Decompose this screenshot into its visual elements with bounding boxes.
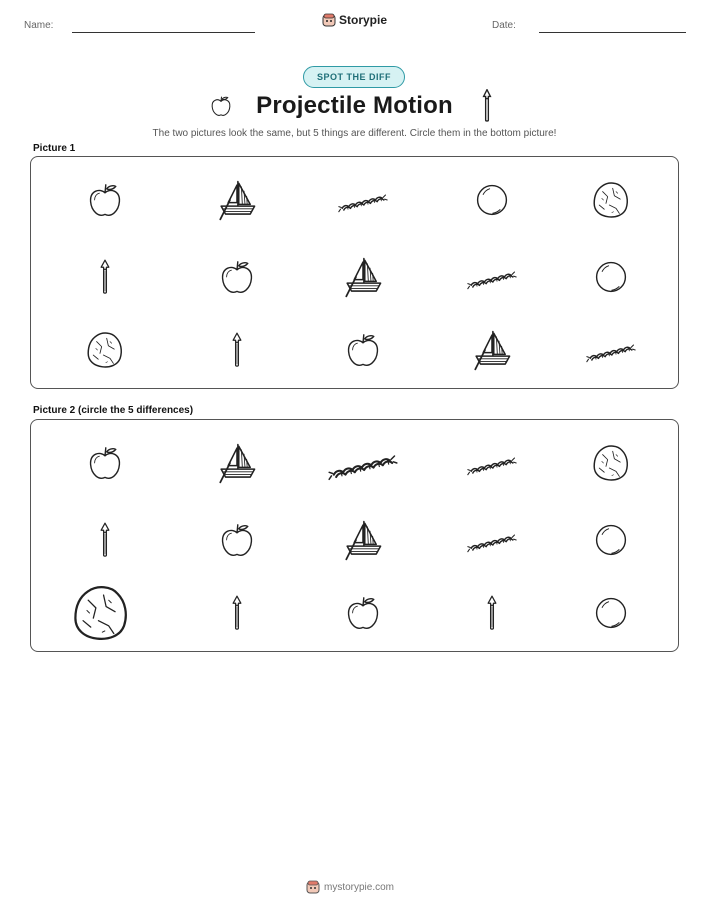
rope-icon	[586, 337, 636, 363]
picture-1-label: Picture 1	[33, 143, 76, 154]
sailboat-icon	[470, 328, 514, 372]
sailboat-icon	[341, 255, 385, 299]
ball-icon	[591, 257, 631, 297]
rock-icon[interactable]	[590, 441, 632, 485]
ball-icon[interactable]	[591, 520, 631, 560]
name-label: Name:	[24, 20, 54, 31]
sailboat-icon[interactable]	[341, 518, 385, 562]
apple-icon[interactable]	[85, 441, 125, 485]
footer-url[interactable]: mystorypie.com	[324, 881, 395, 893]
storypie-mascot-icon	[306, 880, 320, 894]
rock-icon[interactable]	[69, 581, 133, 645]
rope-icon	[338, 187, 388, 213]
storypie-mascot-icon	[322, 13, 336, 27]
apple-icon	[217, 255, 257, 299]
brand-name: Storypie	[339, 13, 388, 27]
arrow-icon	[230, 327, 244, 373]
apple-icon	[85, 178, 125, 222]
name-line[interactable]	[72, 32, 255, 33]
arrow-icon	[480, 89, 494, 123]
arrow-icon[interactable]	[230, 590, 244, 636]
date-label: Date:	[492, 20, 516, 31]
rope-icon	[467, 264, 517, 290]
arrow-icon[interactable]	[485, 590, 499, 636]
page-title: Projectile Motion	[256, 92, 453, 119]
sailboat-icon	[215, 178, 259, 222]
rope-icon[interactable]	[467, 450, 517, 476]
picture-2-panel[interactable]	[30, 419, 679, 652]
picture-2-label: Picture 2 (circle the 5 differences)	[33, 405, 194, 416]
spot-the-diff-badge: SPOT THE DIFF	[303, 66, 405, 88]
ball-icon	[472, 180, 512, 220]
arrow-icon	[98, 254, 112, 300]
brand-logo	[322, 13, 387, 27]
rope-icon[interactable]	[328, 445, 398, 481]
ball-icon[interactable]	[591, 593, 631, 633]
rope-icon[interactable]	[467, 527, 517, 553]
apple-icon	[343, 328, 383, 372]
apple-icon[interactable]	[343, 591, 383, 635]
date-line[interactable]	[539, 32, 686, 33]
sailboat-icon[interactable]	[215, 441, 259, 485]
footer	[306, 880, 394, 894]
picture-1-panel	[30, 156, 679, 389]
rock-icon	[84, 328, 126, 372]
rock-icon	[590, 178, 632, 222]
arrow-icon[interactable]	[98, 517, 112, 563]
apple-icon[interactable]	[217, 518, 257, 562]
instructions-text: The two pictures look the same, but 5 things are different. Circle them in the bottom picture!	[152, 128, 557, 139]
